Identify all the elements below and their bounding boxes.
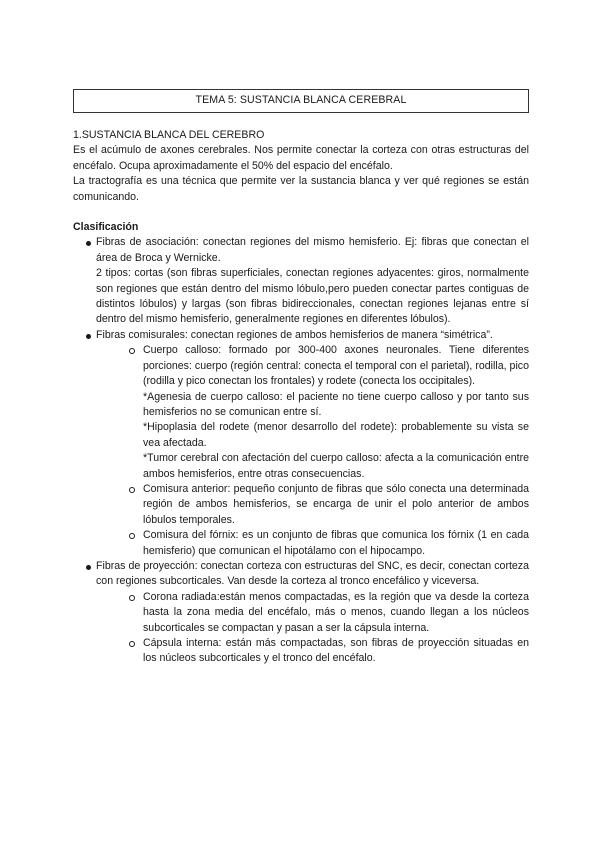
tractography-paragraph: La tractografía es una técnica que permite ver la sustancia blanca y ver qué regiones se están comunicando. bbox=[73, 175, 529, 203]
list-item-comisura-anterior bbox=[73, 482, 529, 528]
list-item-capsula-interna bbox=[73, 636, 529, 667]
proyeccion-text: Fibras de proyección: conectan corteza con estructuras del SNC, es decir, conectan corteza con regiones subcorticales. Van desde la corteza al tronco encefálico y viceversa. bbox=[96, 559, 529, 588]
list-item-comisurales bbox=[73, 328, 529, 343]
list-item-corona-radiada bbox=[73, 590, 529, 636]
list-item-comisura-fornix bbox=[73, 528, 529, 559]
asociacion-text: Fibras de asociación: conectan regiones del mismo hemisferio. Ej: fibras que conectan el área de Broca y Wernicke. bbox=[96, 236, 529, 264]
list-item-proyeccion bbox=[73, 559, 529, 590]
document-title: TEMA 5: SUSTANCIA BLANCA CEREBRAL bbox=[195, 94, 407, 107]
section-heading: 1.SUSTANCIA BLANCA DEL CEREBRO bbox=[73, 129, 265, 141]
bullet-icon bbox=[86, 241, 91, 246]
bullet-icon bbox=[86, 565, 91, 570]
hollow-bullet-icon bbox=[129, 348, 135, 354]
cuerpo-calloso-text: Cuerpo calloso: formado por 300-400 axones neuronales. Tiene diferentes porciones: cuerpo (región central: conecta el temporal con el parietal), rodilla, pico (rodilla y pico conectan los frontales) y rodete (conecta los occipitales). bbox=[143, 344, 529, 388]
hollow-bullet-icon bbox=[129, 595, 135, 601]
fiber-type-list bbox=[73, 235, 529, 666]
list-item-asociacion bbox=[73, 235, 529, 327]
comisura-fornix-text: Comisura del fórnix: es un conjunto de fibras que comunica los fórnix (1 en cada hemisferio) que comunican el hipotálamo con el hipocampo. bbox=[143, 529, 529, 557]
document-title-box bbox=[73, 89, 529, 113]
comisurales-text: Fibras comisurales: conectan regiones de ambos hemisferios de manera “simétrica”. bbox=[96, 328, 493, 341]
asociacion-detail: 2 tipos: cortas (son fibras superficiales, conectan regiones adyacentes: giros, normalmente son regiones que están dentro del mismo lóbulo,pero pueden conectar partes contiguas de distintos lóbulos) y largas (son fibras bidireccionales, conectan regiones lejanas entre sí dentro del mismo hemisferio, generalmente regiones en diferentes lóbulos). bbox=[96, 267, 529, 326]
corona-radiada-text: Corona radiada:están menos compactadas, es la región que va desde la corteza hasta la zona media del encéfalo, más o menos, cuando llegan a los núcleos subcorticales se compactan y pasan a ser la cápsula interna. bbox=[143, 590, 529, 634]
hollow-bullet-icon bbox=[129, 533, 135, 539]
hollow-bullet-icon bbox=[129, 641, 135, 647]
document-body bbox=[73, 128, 529, 667]
hollow-bullet-icon bbox=[129, 487, 135, 493]
comisura-anterior-text: Comisura anterior: pequeño conjunto de fibras que sólo conecta una determinada región de ambos hemisferios, se encarga de unir el polo anterior de ambos lóbulos temporales. bbox=[143, 482, 529, 526]
list-item-cuerpo-calloso bbox=[73, 343, 529, 482]
intro-paragraph: Es el acúmulo de axones cerebrales. Nos permite conectar la corteza con otras estructuras del encéfalo. Ocupa aproximadamente el 50% del espacio del encéfalo. bbox=[73, 144, 529, 172]
classification-heading: Clasificación bbox=[73, 221, 139, 234]
hipoplasia-note: *Hipoplasia del rodete (menor desarrollo del rodete): probablemente su vista se vea afectada. bbox=[143, 421, 529, 449]
capsula-interna-text: Cápsula interna: están más compactadas, son fibras de proyección situadas en los núcleos subcorticales y el tronco del encéfalo. bbox=[143, 637, 529, 665]
tumor-note: *Tumor cerebral con afectación del cuerpo calloso: afecta a la comunicación entre ambos hemisferios, entre otras consecuencias. bbox=[143, 452, 529, 480]
agenesia-note: *Agenesia de cuerpo calloso: el paciente no tiene cuerpo calloso y por tanto sus hemisferios no se comunican entre sí. bbox=[143, 390, 529, 418]
bullet-icon bbox=[86, 334, 91, 339]
